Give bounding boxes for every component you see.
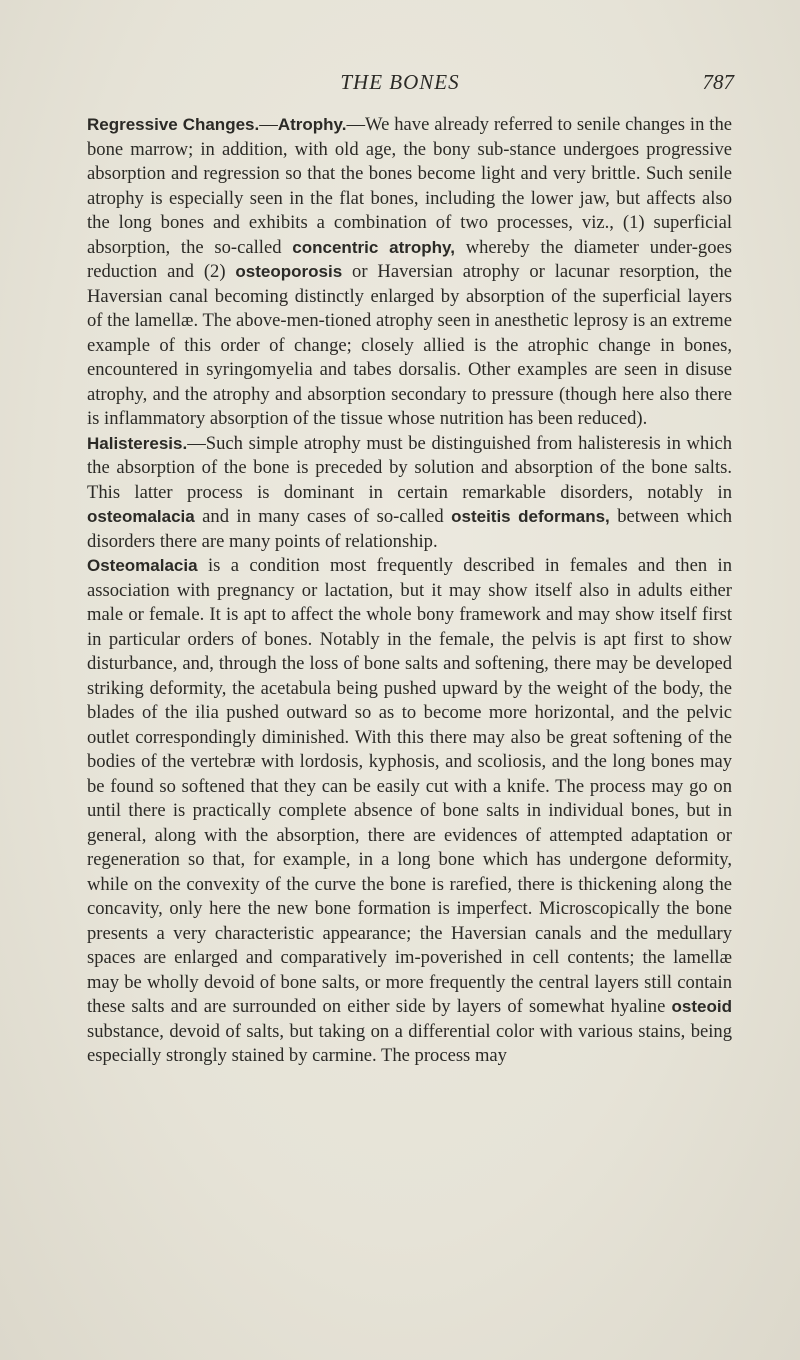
body-text bbox=[87, 113, 732, 1069]
bold-term: concentric atrophy, bbox=[292, 237, 455, 257]
text-run: and in many cases of so-called bbox=[194, 506, 452, 527]
bold-term: Atrophy. bbox=[277, 115, 347, 134]
bold-term: osteoid bbox=[671, 997, 732, 1016]
text-run: — bbox=[259, 114, 278, 135]
bold-term: osteomalacia bbox=[87, 507, 195, 526]
page-number: 787 bbox=[702, 70, 734, 94]
paragraph-regressive-changes bbox=[87, 113, 732, 432]
text-run: —We have already referred to senile changes in the bone marrow; in addition, with old age, the bony sub-stance undergoes progressive absorption and regression so that the bones become light and very brittle. Such senile atrophy is especially seen in the flat bones, including the lower jaw, but affects also the long bones and exhibits a combination of two processes, viz., (1) superficial absorption, the so-called bbox=[87, 114, 733, 258]
text-run: —Such simple atrophy must be distinguished from halisteresis in which the absorption of the bone is preceded by solution and absorption of the bone salts. This latter process is dominant in certain remarkable disorders, notably in bbox=[87, 432, 732, 503]
text-run: substance, devoid of salts, but taking on a differential color with various stains, being especially strongly stained by carmine. The process may bbox=[87, 1020, 732, 1066]
paragraph-osteomalacia bbox=[87, 554, 732, 1069]
bold-term: Regressive Changes. bbox=[87, 115, 260, 134]
bold-term: Halisteresis. bbox=[87, 433, 188, 453]
text-run: between which disorders there are many points of relationship. bbox=[87, 506, 733, 552]
running-title: THE BONES bbox=[340, 70, 460, 94]
text-run: or Haversian atrophy or lacunar resorption, the Haversian canal becoming distinctly enlarged by absorption of the superficial layers of the lamellæ. The above-men-tioned atrophy seen in anesthetic leprosy is an extreme example of this order of change; closely allied is the atrophic change in bones, encountered in syringomyelia and tabes dorsalis. Other examples are seen in disuse atrophy, and the atrophy and absorption secondary to pressure (though here also there is inflammatory absorption of the tissue whose nutrition has been reduced). bbox=[87, 261, 732, 429]
running-head bbox=[0, 70, 800, 100]
bold-term: osteitis deformans, bbox=[451, 507, 610, 526]
paragraph-halisteresis bbox=[87, 432, 732, 555]
bold-term: osteoporosis bbox=[235, 262, 343, 281]
text-run: whereby the diameter under-goes reduction and (2) bbox=[87, 236, 733, 282]
bold-term: Osteomalacia bbox=[87, 556, 198, 575]
text-run: is a condition most frequently described in females and then in association with pregnancy or lactation, but it may show itself also in adults either male or female. It is apt to affect the whole bony framework and may show itself first in particular orders of bones. Notably in the female, the pelvis is apt first to show disturbance, and, through the loss of bone salts and softening, there may be developed striking deformity, the acetabula being pushed upward by the weight of the body, the blades of the ilia pushed outward so as to become more horizontal, and the pelvic outlet correspondingly diminished. With this there may also be great softening of the bodies of the vertebræ with lordosis, kyphosis, and scoliosis, and the long bones may be found so softened that they can be easily cut with a knife. The process may go on until there is practically complete absence of bone salts in individual bones, but in general, along with the absorption, there are evidences of attempted adaptation or regeneration so that, for example, in a long bone which has undergone deformity, while on the convexity of the curve the bone is rarefied, there is thickening along the concavity, only here the new bone formation is imperfect. Microscopically the bone presents a very characteristic appearance; the Haversian canals and the medullary spaces are enlarged and comparatively im-poverished in cell contents; the lamellæ may be wholly devoid of bone salts, or more frequently the central layers still contain these salts and are surrounded on either side by layers of somewhat hyaline bbox=[87, 555, 732, 1017]
